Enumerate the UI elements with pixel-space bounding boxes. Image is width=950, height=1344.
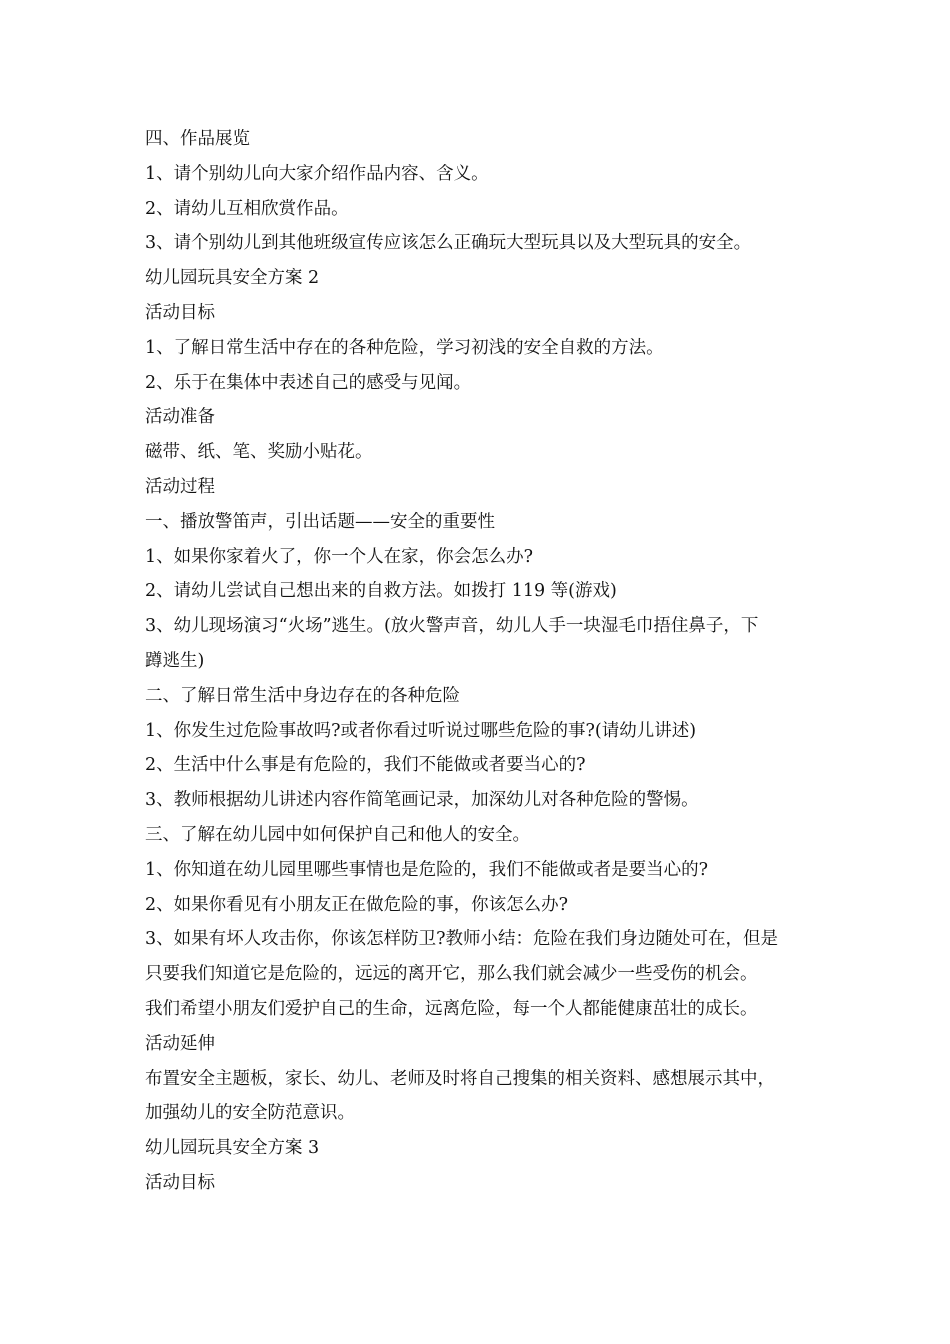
list-item-continuation: 蹲逃生) <box>145 650 205 671</box>
section-heading: 四、作品展览 <box>145 129 250 149</box>
list-item: 1、请个别幼儿向大家介绍作品内容、含义。 <box>145 163 489 184</box>
list-item: 2、请幼儿尝试自己想出来的自救方法。如拨打 119 等(游戏) <box>145 581 617 602</box>
paragraph-text-continuation: 加强幼儿的安全防范意识。 <box>145 1103 355 1124</box>
paragraph-text: 布置安全主题板，家长、幼儿、老师及时将自己搜集的相关资料、感想展示其中， <box>145 1068 775 1089</box>
document-body <box>145 122 813 1201</box>
list-item: 2、请幼儿互相欣赏作品。 <box>145 198 349 219</box>
plan-title: 幼儿园玩具安全方案 2 <box>145 268 320 289</box>
list-item: 1、你知道在幼儿园里哪些事情也是危险的，我们不能做或者是要当心的? <box>145 859 709 880</box>
paragraph-text: 磁带、纸、笔、奖励小贴花。 <box>145 442 373 463</box>
plan-title: 幼儿园玩具安全方案 3 <box>145 1138 320 1159</box>
list-item-continuation: 我们希望小朋友们爱护自己的生命，远离危险，每一个人都能健康茁壮的成长。 <box>145 998 758 1019</box>
list-item: 1、如果你家着火了，你一个人在家，你会怎么办? <box>145 546 534 567</box>
list-item: 1、你发生过危险事故吗?或者你看过听说过哪些危险的事?(请幼儿讲述) <box>145 720 697 741</box>
list-item: 2、生活中什么事是有危险的，我们不能做或者要当心的? <box>145 755 586 776</box>
list-item: 3、请个别幼儿到其他班级宣传应该怎么正确玩大型玩具以及大型玩具的安全。 <box>145 233 752 254</box>
section-heading: 活动延伸 <box>145 1033 215 1054</box>
list-item: 2、乐于在集体中表述自己的感受与见闻。 <box>145 372 472 393</box>
subsection-heading: 一、播放警笛声，引出话题——安全的重要性 <box>145 511 495 532</box>
list-item: 3、幼儿现场演习“火场”逃生。(放火警声音，幼儿人手一块湿毛巾捂住鼻子，下 <box>145 616 759 637</box>
list-item: 2、如果你看见有小朋友正在做危险的事，你该怎么办? <box>145 894 569 915</box>
list-item: 3、如果有坏人攻击你，你该怎样防卫?教师小结：危险在我们身边随处可在，但是 <box>145 929 779 950</box>
list-item: 1、了解日常生活中存在的各种危险，学习初浅的安全自救的方法。 <box>145 337 664 358</box>
section-heading: 活动准备 <box>145 407 215 428</box>
list-item-continuation: 只要我们知道它是危险的，远远的离开它，那么我们就会减少一些受伤的机会。 <box>145 964 758 985</box>
section-heading: 活动目标 <box>145 1172 215 1193</box>
list-item: 3、教师根据幼儿讲述内容作简笔画记录，加深幼儿对各种危险的警惕。 <box>145 790 699 811</box>
subsection-heading: 三、了解在幼儿园中如何保护自己和他人的安全。 <box>145 824 530 845</box>
section-heading: 活动过程 <box>145 476 215 497</box>
section-heading: 活动目标 <box>145 302 215 323</box>
subsection-heading: 二、了解日常生活中身边存在的各种危险 <box>145 685 460 706</box>
